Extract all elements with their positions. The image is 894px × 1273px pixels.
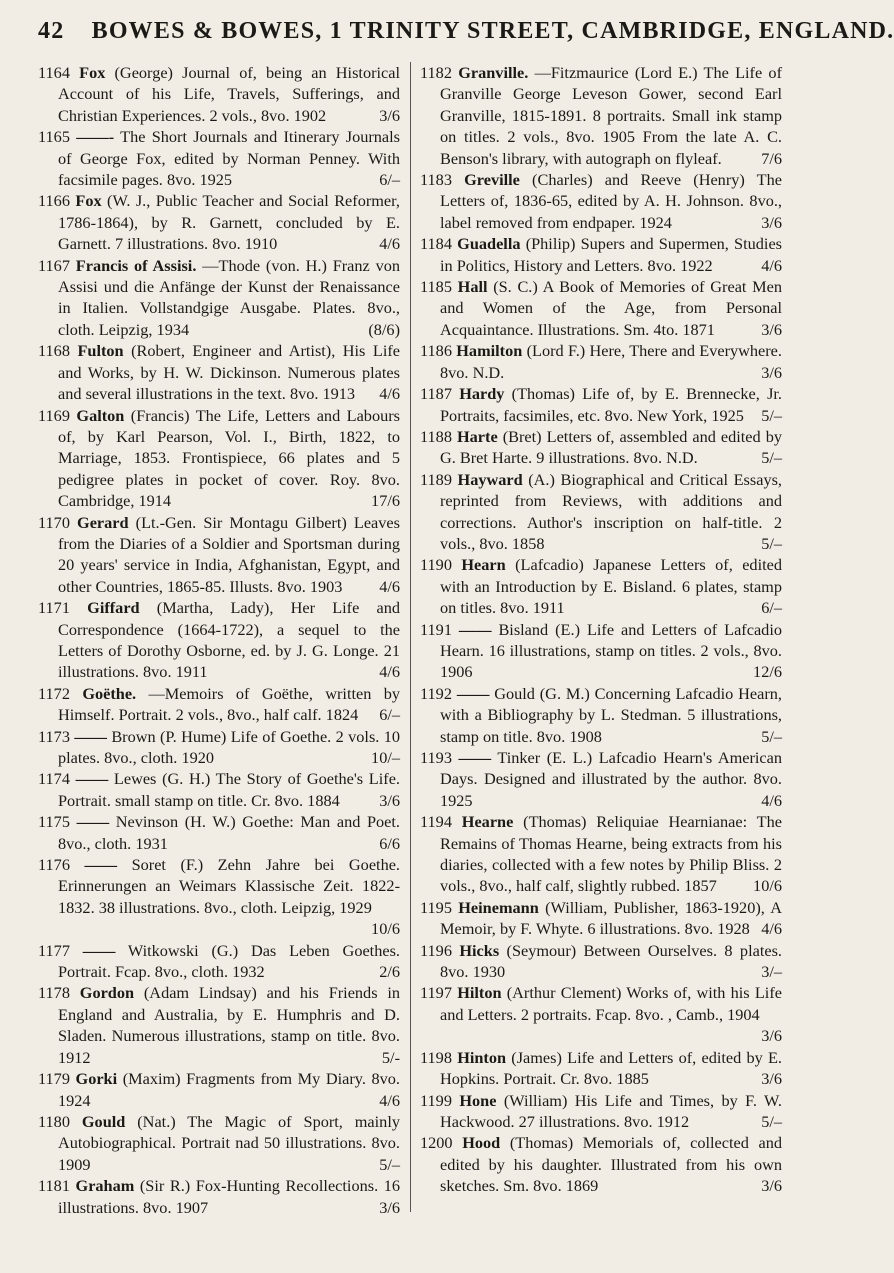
entry-description: Witkowski (G.) Das Leben Goethes. Portrait. Fcap. 8vo., cloth. 1932 bbox=[58, 940, 400, 982]
entry-description: (S. C.) A Book of Memories of Great Men and Women of the Age, from Personal Acquaintance. Illustrations. Sm. 4to. 1871 bbox=[440, 277, 782, 339]
entry-name: Gorki bbox=[75, 1069, 118, 1089]
entry-number: 1173 bbox=[38, 726, 70, 746]
entry-name: —— bbox=[76, 812, 110, 832]
entry-number: 1168 bbox=[38, 341, 70, 361]
entry-price: 4/6 bbox=[761, 790, 782, 810]
entry-name: —— bbox=[74, 726, 107, 746]
entry-number: 1200 bbox=[420, 1133, 453, 1153]
entry-number: 1183 bbox=[420, 170, 452, 190]
entry-price: 7/6 bbox=[761, 148, 782, 168]
catalogue-entry bbox=[420, 747, 782, 811]
entry-description: (Charles) and Reeve (Henry) The Letters of, 1836-65, edited by A. H. Johnson. 8vo., label removed from endpaper. 1924 bbox=[440, 170, 782, 232]
entry-description: (Thomas) Life of, by E. Brennecke, Jr. Portraits, facsimiles, etc. 8vo. New York, 1925 bbox=[440, 384, 782, 425]
entry-number: 1182 bbox=[420, 63, 452, 82]
entry-number: 1165 bbox=[38, 127, 70, 147]
entry-number: 1197 bbox=[420, 983, 452, 1003]
catalogue-entry bbox=[420, 554, 782, 618]
catalogue-entry bbox=[420, 426, 782, 469]
entry-number: 1188 bbox=[420, 426, 452, 446]
entry-price: 3/6 bbox=[761, 362, 782, 382]
entry-description: (Lt.-Gen. Sir Montagu Gilbert) Leaves from the Diaries of a Soldier and Sportsman during 20 years' service in India, Afghanistan, Egypt, and other Countries, 1865-85. Illusts. 8vo. 1903 bbox=[58, 512, 400, 596]
entry-number: 1199 bbox=[420, 1090, 452, 1110]
catalogue-entry bbox=[38, 940, 400, 983]
entry-number: 1180 bbox=[38, 1111, 70, 1131]
entry-price: 3/6 bbox=[379, 1197, 400, 1217]
catalogue-entry bbox=[38, 854, 400, 940]
entry-description: (George) Journal of, being an Historical Account of his Life, Travels, Sufferings, and Christian Experiences. 2 vols., 8vo. 1902 bbox=[58, 63, 401, 125]
entry-number: 1196 bbox=[420, 940, 452, 960]
entry-name: Galton bbox=[76, 405, 125, 425]
catalogue-entry bbox=[420, 340, 782, 383]
entry-description: Soret (F.) Zehn Jahre bei Goethe. Erinnerungen an Weimars Klassische Zeit. 1822-1832. 38 illustrations. 8vo., cloth. Leipzig, 1929 bbox=[58, 855, 401, 917]
entry-number: 1169 bbox=[38, 405, 70, 425]
entry-description: (Lafcadio) Japanese Letters of, edited with an Introduction by E. Bisland. 6 plates, stamp on titles. 8vo. 1911 bbox=[440, 555, 782, 618]
entry-name: ——- bbox=[76, 127, 115, 147]
entry-number: 1172 bbox=[38, 683, 70, 703]
catalogue-entry bbox=[420, 683, 782, 747]
entry-name: Hayward bbox=[457, 469, 523, 489]
entry-name: Gerard bbox=[77, 512, 129, 532]
catalogue-entry bbox=[38, 1175, 400, 1218]
entry-number: 1193 bbox=[420, 748, 452, 767]
entry-description: (Martha, Lady), Her Life and Correspondence (1664-1722), a sequel to the Letters of Dorothy Osborne, ed. by J. G. Longe. 21 illustrations. 8vo. 1911 bbox=[58, 598, 400, 682]
catalogue-entry bbox=[420, 276, 782, 340]
entry-price: 3/6 bbox=[379, 105, 400, 125]
entry-number: 1176 bbox=[38, 855, 70, 875]
catalogue-entry bbox=[38, 190, 400, 254]
entry-price: 10/– bbox=[371, 748, 400, 767]
entry-price: 5/– bbox=[761, 405, 782, 425]
entry-number: 1190 bbox=[420, 555, 452, 575]
entry-price: 6/– bbox=[761, 598, 782, 618]
entry-price: 4/6 bbox=[761, 919, 782, 939]
entry-description: Gould (G. M.) Concerning Lafcadio Hearn, with a Bibliography by L. Stedman. 5 illustrations, stamp on title. 8vo. 1908 bbox=[440, 683, 782, 746]
catalogue-entry bbox=[38, 1068, 400, 1111]
entry-name: Hamilton bbox=[456, 341, 523, 361]
entry-name: Hone bbox=[459, 1090, 497, 1110]
entry-description: (Thomas) Reliquiae Hearnianae: The Remains of Thomas Hearne, being extracts from his diaries, collected with a few notes by Philip Bliss. 2 vols., 8vo., half calf, slightly rubbed. 1857 bbox=[440, 812, 782, 896]
entry-price: 10/6 bbox=[371, 919, 400, 939]
entry-name: Granville. bbox=[458, 63, 529, 82]
entry-name: Hearn bbox=[461, 555, 506, 575]
entry-number: 1170 bbox=[38, 512, 70, 532]
entry-price: 6/– bbox=[379, 170, 400, 190]
entry-number: 1174 bbox=[38, 769, 70, 789]
page-header bbox=[38, 18, 894, 45]
entry-description: (Bret) Letters of, assembled and edited by G. Bret Harte. 9 illustrations. 8vo. N.D. bbox=[440, 426, 782, 468]
entry-name: Hinton bbox=[457, 1047, 507, 1067]
entry-price: 3/6 bbox=[761, 1176, 782, 1196]
entry-name: Hilton bbox=[457, 983, 502, 1003]
entry-number: 1175 bbox=[38, 812, 70, 832]
catalogue-entry bbox=[38, 982, 400, 1068]
entry-price: 3/6 bbox=[761, 1069, 782, 1089]
entry-description: (Francis) The Life, Letters and Labours of, by Karl Pearson, Vol. I., Birth, 1822, to Marriage, 1853. Frontispiece, 66 plates and 5 pedigree plates in pocket of cover. Roy. 8vo. Cambridge, 1914 bbox=[58, 405, 400, 511]
entry-name: —— bbox=[458, 619, 492, 639]
entry-price: 12/6 bbox=[753, 662, 782, 682]
catalogue-entry bbox=[38, 62, 400, 126]
entry-name: Greville bbox=[464, 170, 520, 190]
catalogue-entry bbox=[38, 340, 400, 404]
entry-name: —— bbox=[75, 769, 109, 789]
entry-name: Fulton bbox=[77, 341, 124, 361]
entry-number: 1167 bbox=[38, 255, 70, 275]
entry-price: 6/– bbox=[379, 705, 400, 725]
entry-description: Nevinson (H. W.) Goethe: Man and Poet. 8vo., cloth. 1931 bbox=[58, 812, 400, 853]
entry-name: Hardy bbox=[459, 384, 505, 404]
entry-description: (Nat.) The Magic of Sport, mainly Autobiographical. Portrait nad 50 illustrations. 8vo. 1909 bbox=[58, 1111, 400, 1174]
catalogue-entry bbox=[38, 512, 400, 598]
catalogue-entry bbox=[420, 982, 782, 1046]
catalogue-entry bbox=[38, 597, 400, 683]
entry-price: 3/6 bbox=[761, 319, 782, 339]
entry-description: (A.) Biographical and Critical Essays, reprinted from Reviews, with additions and corrections. Author's inscription on half-title. 2 vols., 8vo. 1858 bbox=[440, 469, 783, 553]
entry-price: (8/6) bbox=[368, 319, 400, 339]
entry-price: 4/6 bbox=[379, 234, 400, 254]
entry-name: Harte bbox=[457, 426, 498, 446]
entry-price: 4/6 bbox=[379, 576, 400, 596]
catalogue-entry bbox=[420, 897, 782, 940]
entry-number: 1184 bbox=[420, 234, 452, 254]
entry-name: Hall bbox=[457, 277, 488, 297]
catalogue-entry bbox=[38, 255, 400, 341]
catalogue-entry bbox=[420, 1132, 782, 1196]
entry-description: Tinker (E. L.) Lafcadio Hearn's American Days. Designed and illustrated by the author. 8vo. 1925 bbox=[440, 748, 783, 810]
entry-number: 1194 bbox=[420, 812, 452, 832]
catalogue-entry bbox=[420, 383, 782, 426]
entry-price: 3/6 bbox=[761, 212, 782, 232]
right-column bbox=[420, 62, 782, 1197]
entry-number: 1195 bbox=[420, 897, 452, 917]
catalogue-entry bbox=[420, 1047, 782, 1090]
entry-number: 1198 bbox=[420, 1047, 452, 1067]
catalogue-entry bbox=[38, 1111, 400, 1175]
catalogue-entry bbox=[420, 169, 782, 233]
entry-number: 1166 bbox=[38, 191, 70, 211]
entry-name: Hearne bbox=[461, 812, 514, 832]
entry-name: Heinemann bbox=[458, 897, 539, 917]
entry-number: 1191 bbox=[420, 619, 452, 639]
entry-name: Hood bbox=[462, 1133, 501, 1153]
entry-price: 3/6 bbox=[379, 790, 400, 810]
entry-description: (Seymour) Between Ourselves. 8 plates. 8vo. 1930 bbox=[440, 940, 782, 982]
entry-description: (William) His Life and Times, by F. W. Hackwood. 27 illustrations. 8vo. 1912 bbox=[440, 1090, 782, 1131]
entry-price: 4/6 bbox=[379, 662, 400, 682]
entry-name: Gould bbox=[81, 1111, 126, 1131]
entry-description: (Lord F.) Here, There and Everywhere. 8vo. N.D. bbox=[440, 341, 782, 382]
catalogue-entry bbox=[38, 768, 400, 811]
entry-number: 1178 bbox=[38, 983, 70, 1003]
catalogue-entry bbox=[38, 811, 400, 854]
entry-name: Fox bbox=[79, 63, 106, 82]
page-number: 42 bbox=[38, 18, 65, 44]
entry-name: Fox bbox=[75, 191, 102, 211]
entry-price: 5/– bbox=[761, 448, 782, 468]
publisher-line: BOWES & BOWES, 1 TRINITY STREET, CAMBRIDGE, ENGLAND. bbox=[91, 18, 894, 44]
entry-number: 1185 bbox=[420, 277, 452, 297]
catalogue-entry bbox=[420, 1090, 782, 1133]
catalogue-entry bbox=[420, 619, 782, 683]
entry-description: (Arthur Clement) Works of, with his Life and Letters. 2 portraits. Fcap. 8vo. , Camb., 1904 bbox=[440, 983, 782, 1024]
catalogue-entry bbox=[420, 62, 782, 169]
entry-description: (William, Publisher, 1863-1920), A Memoir, by F. Whyte. 6 illustrations. 8vo. 1928 bbox=[440, 897, 782, 939]
entry-price: 6/6 bbox=[379, 833, 400, 853]
catalogue-entry bbox=[420, 233, 782, 276]
entry-description: —Fitzmaurice (Lord E.) The Life of Granville George Leveson Gower, second Earl Granville, 1815-1891. 8 portraits. Small ink stamp on titles. 2 vols., 8vo. 1905 From the late A. C. Benson's library, with autograph on flyleaf. bbox=[440, 63, 782, 168]
entry-description: (Thomas) Memorials of, collected and edited by his daughter. Illustrated from his own sketches. Sm. 8vo. 1869 bbox=[440, 1133, 783, 1196]
entry-number: 1186 bbox=[420, 341, 452, 361]
entry-description: (James) Life and Letters of, edited by E. Hopkins. Portrait. Cr. 8vo. 1885 bbox=[440, 1047, 782, 1089]
entry-number: 1179 bbox=[38, 1069, 70, 1089]
entry-name: —— bbox=[82, 940, 116, 960]
entry-price: 4/6 bbox=[761, 255, 782, 275]
entry-description: —Memoirs of Goëthe, written by Himself. Portrait. 2 vols., 8vo., half calf. 1824 bbox=[58, 683, 401, 725]
entry-name: —— bbox=[456, 683, 490, 703]
catalogue-entry bbox=[420, 940, 782, 983]
entry-price: 5/– bbox=[761, 726, 782, 746]
catalogue-entry bbox=[38, 683, 400, 726]
entry-number: 1192 bbox=[420, 683, 452, 703]
entry-price: 5/- bbox=[381, 1047, 400, 1067]
entry-description: Bisland (E.) Life and Letters of Lafcadio Hearn. 16 illustrations, stamp on titles. 2 vols., 8vo. 1906 bbox=[440, 619, 782, 682]
entry-description: The Short Journals and Itinerary Journals of George Fox, edited by Norman Penney. With facsimile pages. 8vo. 1925 bbox=[58, 127, 401, 190]
left-column bbox=[38, 62, 400, 1218]
entry-price: 2/6 bbox=[379, 962, 400, 982]
entry-name: Giffard bbox=[87, 598, 140, 618]
entry-price: 3/– bbox=[761, 962, 782, 982]
entry-price: 5/– bbox=[379, 1154, 400, 1174]
entry-price: 5/– bbox=[761, 1111, 782, 1131]
entry-description: (Sir R.) Fox-Hunting Recollections. 16 illustrations. 8vo. 1907 bbox=[58, 1176, 400, 1217]
entry-description: Lewes (G. H.) The Story of Goethe's Life. Portrait. small stamp on title. Cr. 8vo. 1884 bbox=[58, 769, 400, 810]
column-divider bbox=[410, 62, 411, 1212]
entry-description: (Maxim) Fragments from My Diary. 8vo. 1924 bbox=[58, 1069, 400, 1110]
entry-number: 1177 bbox=[38, 940, 70, 960]
entry-name: Gordon bbox=[79, 983, 135, 1003]
catalogue-entry bbox=[420, 469, 782, 555]
entry-description: —Thode (von. H.) Franz von Assisi und die Anfänge der Kunst der Renaissance in Italien. Vollstandgige Ausgabe. Plates. 8vo., cloth. Leipzig, 1934 bbox=[58, 255, 400, 339]
entry-number: 1187 bbox=[420, 384, 452, 404]
entry-name: —— bbox=[458, 748, 492, 767]
entry-number: 1189 bbox=[420, 469, 452, 489]
catalogue-entry bbox=[38, 126, 400, 190]
entry-name: Goëthe. bbox=[82, 683, 137, 703]
entry-number: 1164 bbox=[38, 63, 70, 82]
entry-number: 1181 bbox=[38, 1176, 70, 1196]
entry-name: Hicks bbox=[459, 940, 500, 960]
entry-name: Graham bbox=[75, 1176, 135, 1196]
entry-name: Francis of Assisi. bbox=[75, 255, 197, 275]
entry-description: (Philip) Supers and Supermen, Studies in Politics, History and Letters. 8vo. 1922 bbox=[440, 234, 783, 275]
entry-price: 5/– bbox=[761, 533, 782, 553]
entry-description: Brown (P. Hume) Life of Goethe. 2 vols. 10 plates. 8vo., cloth. 1920 bbox=[58, 726, 401, 767]
entry-name: Guadella bbox=[457, 234, 521, 254]
entry-price: 4/6 bbox=[379, 384, 400, 404]
entry-description: (Robert, Engineer and Artist), His Life and Works, by H. W. Dickinson. Numerous plates and several illustrations in the text. 8vo. 1913 bbox=[58, 341, 400, 404]
entry-price: 3/6 bbox=[761, 1026, 782, 1046]
entry-price: 10/6 bbox=[753, 876, 782, 896]
entry-description: (Adam Lindsay) and his Friends in England and Australia, by E. Humphris and D. Sladen. Numerous illustrations, stamp on title. 8vo. 1912 bbox=[58, 983, 401, 1067]
catalogue-entry bbox=[38, 405, 400, 512]
entry-price: 17/6 bbox=[371, 491, 400, 511]
catalogue-entry bbox=[420, 811, 782, 897]
entry-price: 4/6 bbox=[379, 1090, 400, 1110]
entry-number: 1171 bbox=[38, 598, 70, 618]
entry-description: (W. J., Public Teacher and Social Reformer, 1786-1864), by R. Garnett, concluded by E. Garnett. 7 illustrations. 8vo. 1910 bbox=[58, 191, 400, 254]
catalogue-entry bbox=[38, 726, 400, 769]
entry-name: —— bbox=[84, 855, 118, 875]
